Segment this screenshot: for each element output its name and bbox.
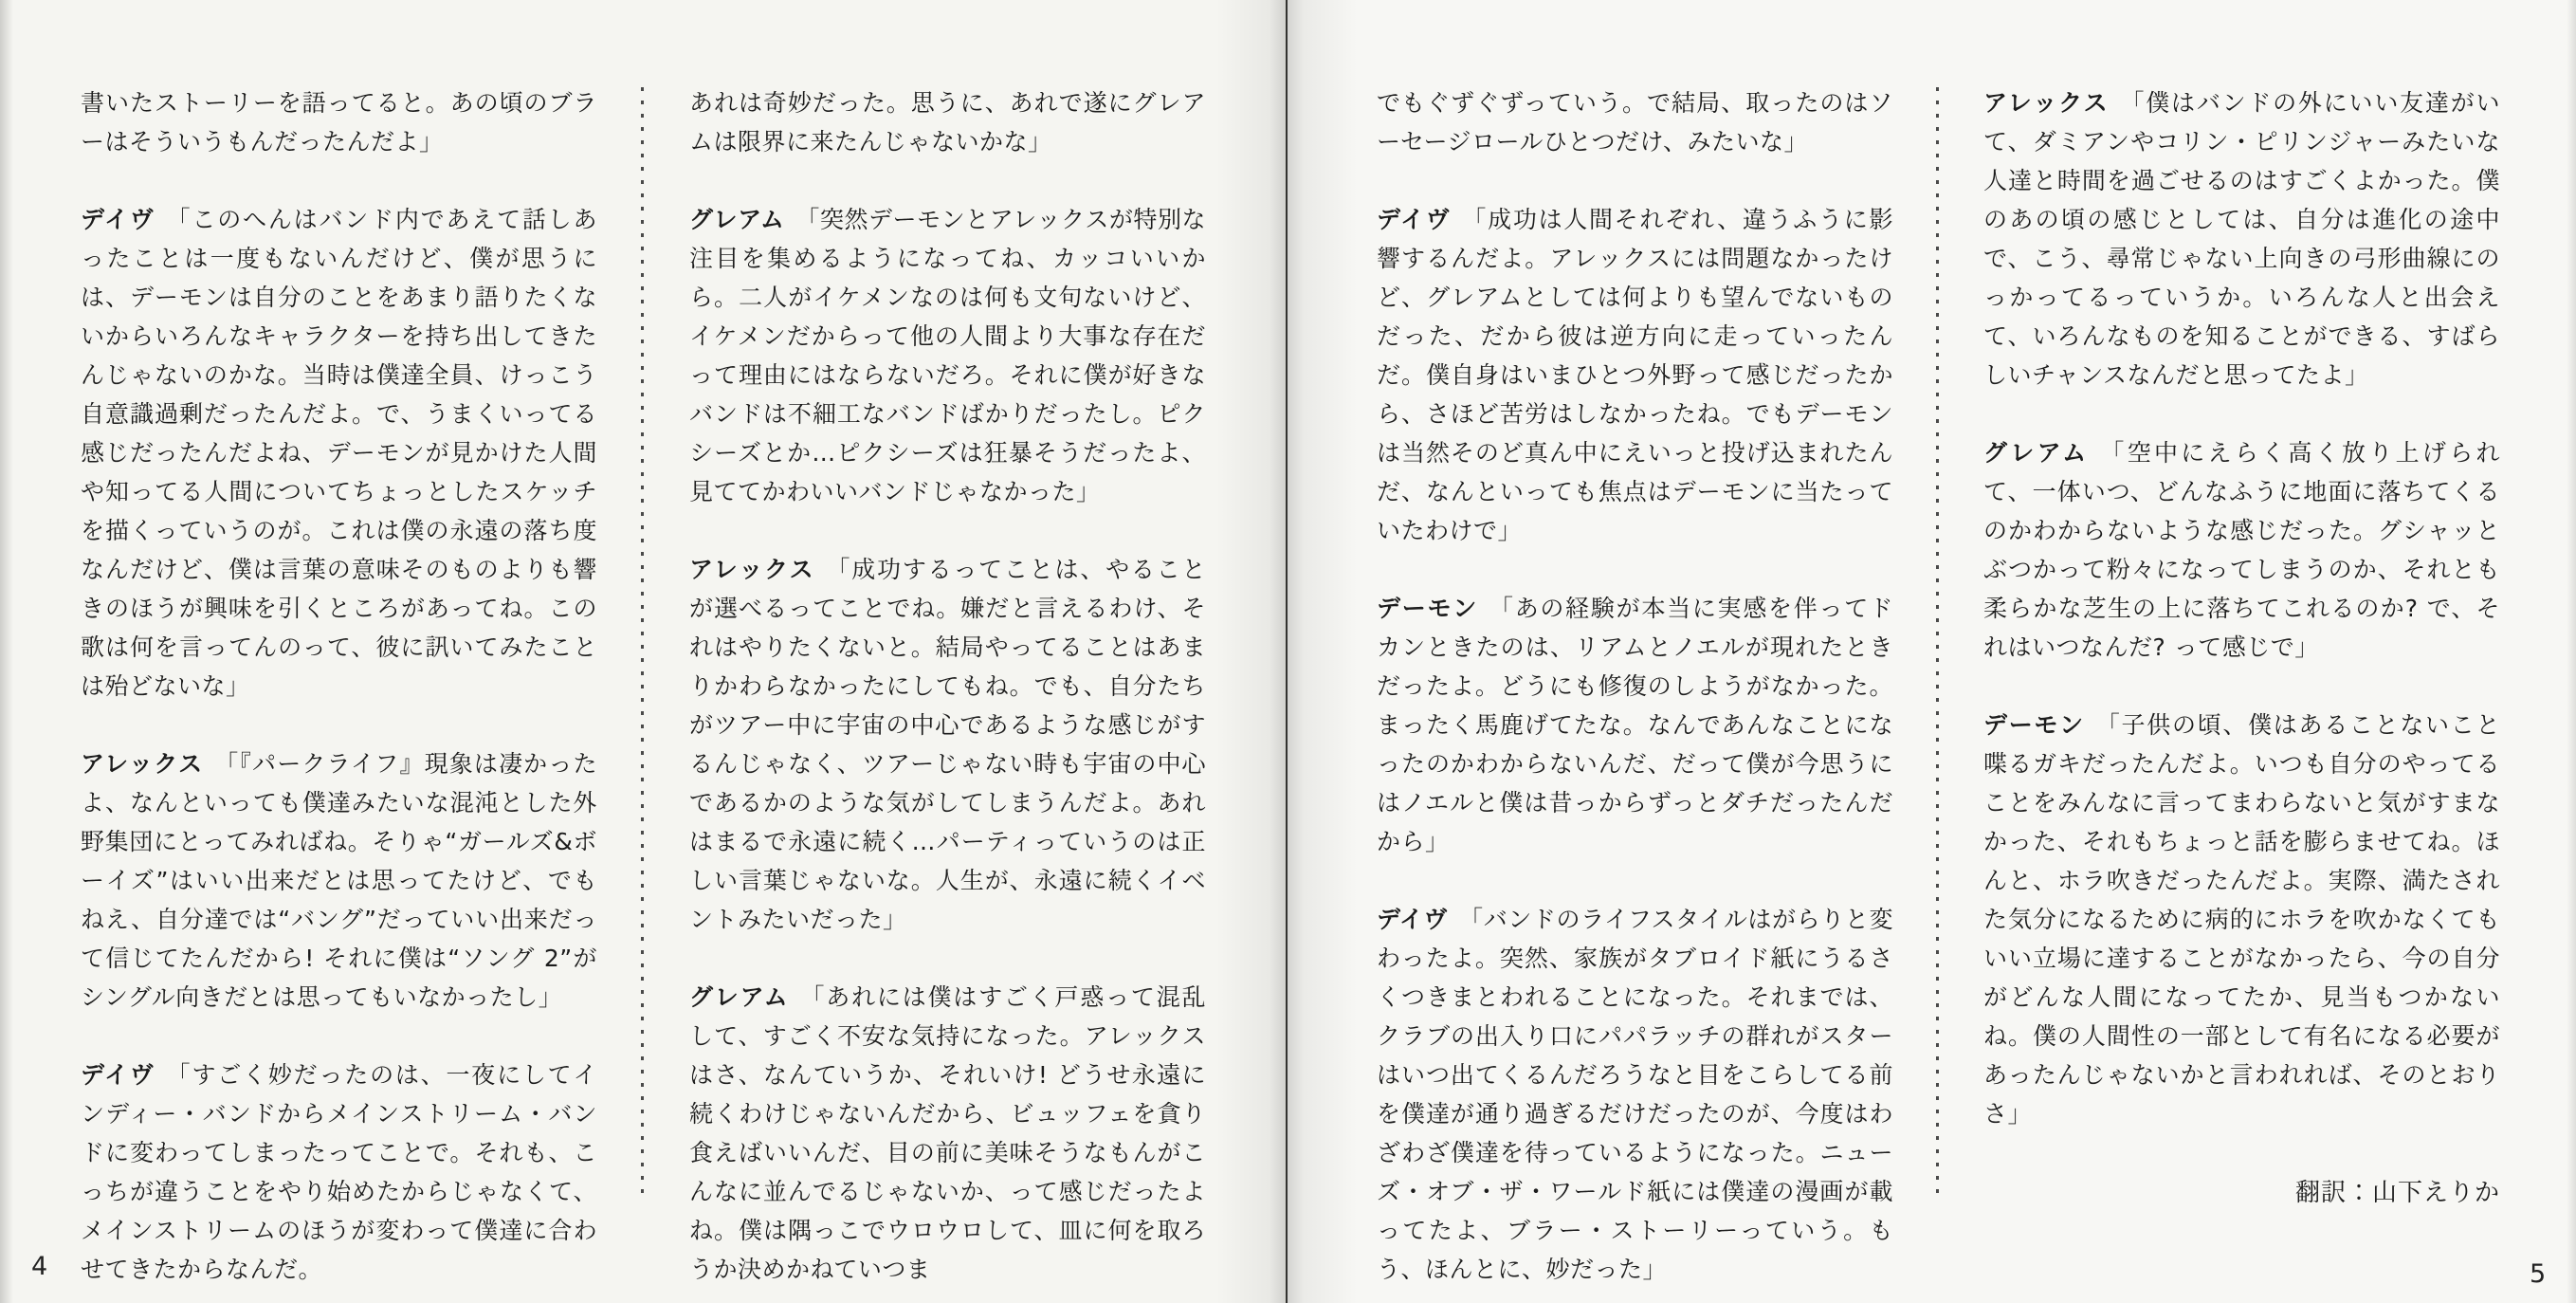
paragraph-text: 「子供の頃、僕はあることないこと喋るガキだったんだよ。いつも自分のやってることをみんなに言ってまわらないと気がすまなかった、それもちょっと話を膨らませてね。ほんと、ホラ吹きだったんだよ。実際、満たされた気分になるために病的にホラを吹かなくてもいい立場に達することがなかったら、今の自分がどんな人間になってたか、見当もつかないね。僕の人間性の一部として有名になる必要があったんじゃないかと言われれば、そのとおりさ」 [1983,711,2500,1128]
paragraph-text: 「あの経験が本当に実感を伴ってドカンときたのは、リアムとノエルが現れたときだったよ。どうにも修復のしようがなかった。まったく馬鹿げてたな。なんであんなことになったのかわからないんだ、だって僕が今思うにはノエルと僕は昔っからずっとダチだったんだから」 [1377,595,1893,855]
paragraph [81,83,597,161]
page-spine [1286,0,1288,1303]
paragraph-text: 「突然デーモンとアレックスが特別な注目を集めるようになってね、カッコいいから。二人がイケメンなのは何も文句ないけど、イケメンだからって他の人間より大事な存在だって理由にはならないだろ。それに僕が好きなバンドは不細工なバンドばかりだったし。ピクシーズとか…ピクシーズは狂暴そうだったよ、見ててかわいいバンドじゃなかった」 [689,206,1206,505]
paragraph-text: 「あれには僕はすごく戸惑って混乱して、すごく不安な気持になった。アレックスはさ、なんていうか、それいけ! どうせ永遠に続くわけじゃないんだから、ビュッフェを貪り食えばいいんだ、目の前に美味そうなもんがこんなに並んでるじゃないか、って感じだったよね。僕は隅っこでウロウロして、皿に何を取ろうか決めかねていつま [689,983,1206,1283]
paragraph-text: あれは奇妙だった。思うに、あれで遂にグレアムは限界に来たんじゃないかな」 [689,89,1206,156]
scan-edge-left [0,0,13,1303]
text-column-2 [689,83,1206,1289]
paragraph-text: 「このへんはバンド内であえて話しあったことは一度もないんだけど、僕が思うには、デーモンは自分のことをあまり語りたくないからいろんなキャラクターを持ち出してきたんじゃないのかな。当時は僕達全員、けっこう自意識過剰だったんだよ。で、うまくいってる感じだったんだよね、デーモンが見かけた人間や知ってる人間についてちょっとしたスケッチを描くっていうのが。これは僕の永遠の落ち度なんだけど、僕は言葉の意味そのものよりも響きのほうが興味を引くところがあってね。この歌は何を言ってんのって、彼に訊いてみたことは殆どないな」 [81,206,597,700]
paragraph [1983,433,2500,667]
paragraph-text: 「バンドのライフスタイルはがらりと変わったよ。突然、家族がタブロイド紙にうるさくつきまとわれることになった。それまでは、クラブの出入り口にパパラッチの群れがスターはいつ出てくるんだろうなと目をこらしてる前を僕達が通り過ぎるだけだったのが、今度はわざわざ僕達を待っているようになった。ニューズ・オブ・ザ・ワールド紙には僕達の漫画が載ってたよ、ブラー・ストーリーっていう。もう、ほんとに、妙だった」 [1377,906,1893,1283]
column-divider-right-page [1936,87,1939,1193]
page-number-left: 4 [31,1252,48,1281]
paragraph-text: 「空中にえらく高く放り上げられて、一体いつ、どんなふうに地面に落ちてくるのかわからないような感じだった。グシャッとぶつかって粉々になってしまうのか、それとも柔らかな芝生の上に落ちてこれるのか? で、それはいつなんだ? って感じで」 [1983,439,2500,661]
paragraph [81,1055,597,1289]
translator-credit: 翻訳：山下えりか [2294,1179,2500,1207]
paragraph [689,550,1206,939]
text-column-3 [1377,83,1893,1289]
speaker-name: デイヴ [81,1061,155,1089]
paragraph [689,83,1206,161]
speaker-name: グレアム [1983,439,2090,467]
speaker-name: グレアム [689,206,785,233]
paragraph-text: 「僕はバンドの外にいい友達がいて、ダミアンやコリン・ピリンジャーみたいな人達と時間を過ごせるのはすごくよかった。僕のあの頃の感じとしては、自分は進化の途中で、こう、尋常じゃない上向きの弓形曲線にのっかってるっていうか。いろんな人と出会えて、いろんなものを知ることができる、すばらしいチャンスなんだと思ってたよ」 [1983,89,2500,389]
speaker-name: デーモン [1983,711,2085,739]
paragraph-text: 「すごく妙だったのは、一夜にしてインディー・バンドからメインストリーム・バンドに変わってしまったってことで。それも、こっちが違うことをやり始めたからじゃなくて、メインストリームのほうが変わって僕達に合わせてきたからなんだ。 [81,1061,597,1283]
page-number-right: 5 [2530,1259,2547,1289]
speaker-name: グレアム [689,983,790,1011]
paragraph [1983,706,2500,1133]
paragraph [689,978,1206,1289]
speaker-name: アレックス [81,750,204,778]
speaker-name: デイヴ [1377,906,1449,933]
speaker-name: アレックス [689,556,815,583]
paragraph [1983,83,2500,395]
text-column-1 [81,83,597,1289]
paragraph [1377,589,1893,861]
paragraph-text: 「成功するってことは、やることが選べるってことでね。嫌だと言えるわけ、それはやりたくないと。結局やってることはあまりかわらなかったにしてもね。でも、自分たちがツアー中に宇宙の中心であるような感じがするんじゃなく、ツアーじゃない時も宇宙の中心であるかのような気がしてしまうんだよ。あれはまるで永遠に続く…パーティっていうのは正しい言葉じゃないな。人生が、永遠に続くイベントみたいだった」 [689,556,1206,933]
paragraph-text: 「『パークライフ』現象は凄かったよ、なんといっても僕達みたいな混沌とした外野集団にとってみればね。そりゃ“ガールズ&ボーイズ”はいい出来だとは思ってたけど、でもねえ、自分達では“バング”だっていい出来だって信じてたんだから! それに僕は“ソング 2”がシングル向きだとは思ってもいなかったし」 [81,750,597,1011]
scan-edge-right [2567,0,2576,1303]
speaker-name: デイヴ [1377,206,1452,233]
paragraph-text: でもぐずぐずっていう。で結局、取ったのはソーセージロールひとつだけ、みたいな」 [1377,89,1893,156]
paragraph [689,200,1206,511]
speaker-name: デイヴ [81,206,155,233]
paragraph-text: 書いたストーリーを語ってると。あの頃のブラーはそういうもんだったんだよ」 [81,89,597,156]
speaker-name: アレックス [1983,89,2110,117]
paragraph [81,744,597,1017]
paragraph [1377,200,1893,550]
text-column-4 [1983,83,2500,1133]
column-divider-left-page [641,87,644,1193]
paragraph-text: 「成功は人間それぞれ、違うふうに影響するんだよ。アレックスには問題なかったけど、グレアムとしては何よりも望んでないものだった、だから彼は逆方向に走っていったんだ。僕自身はいまひとつ外野って感じだったから、さほど苦労はしなかったね。でもデーモンは当然そのど真ん中にえいっと投げ込まれたんだ、なんといっても焦点はデーモンに当たっていたわけで」 [1377,206,1893,544]
paragraph [1377,900,1893,1289]
speaker-name: デーモン [1377,595,1478,622]
paragraph [81,200,597,706]
paragraph [1377,83,1893,161]
